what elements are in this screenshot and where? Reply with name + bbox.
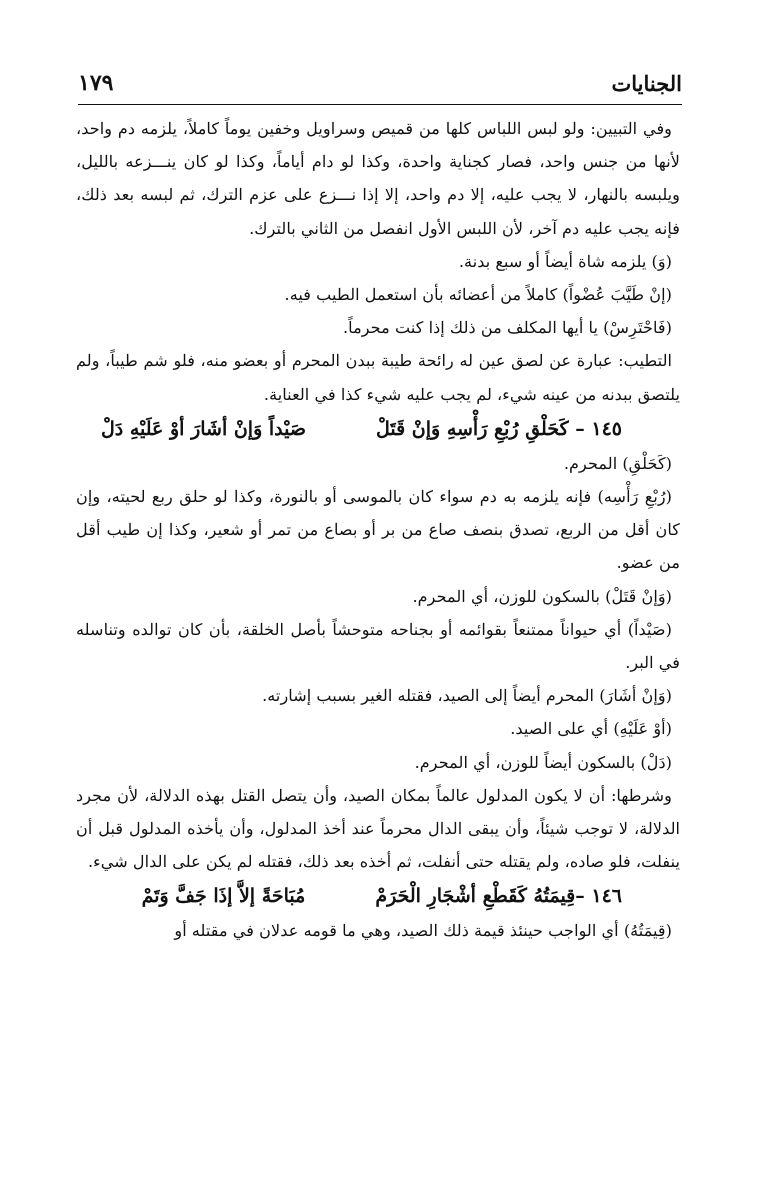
chapter-title: الجنايات bbox=[611, 71, 682, 96]
verse-hemistich-first: ١٤٥ – كَحَلْقِ رُبْعِ رَأْسِهِ وَإنْ قَتَلْ bbox=[375, 417, 622, 440]
paragraph: (صَيْداً) أي حيواناً ممتنعاً بقوائمه أو بجناحه متوحشاً بأصل الخلقة، بأن كان توالده وتناسله في البر. bbox=[76, 619, 680, 673]
verse-hemistich-first: ١٤٦ –قِيمَتُهُ كَقَطْعِ أشْجَارِ الْحَرَمْ bbox=[375, 885, 622, 908]
paragraph: (فَاحْتَرِسْ) يا أيها المكلف من ذلك إذا كنت محرماً. bbox=[343, 318, 672, 338]
page-header bbox=[78, 62, 682, 96]
verse-hemistich-second: مُبَاحَةً إلاَّ إذَا جَفَّ وَتَمْ bbox=[141, 885, 306, 908]
header-rule bbox=[78, 104, 682, 105]
verse-hemistich-second: صَيْداً وَإنْ أشَارَ أوْ عَلَيْهِ دَلْ bbox=[100, 417, 306, 440]
paragraph: التطيب: عبارة عن لصق عين له رائحة طيبة ببدن المحرم أو بعضو منه، فلو شم طيباً، ولم يلتصق ببدنه من عينه شيء، لم يجب عليه شيء كذا في العناية. bbox=[76, 351, 680, 404]
paragraph: (وَ) يلزمه شاة أيضاً أو سبع بدنة. bbox=[458, 251, 672, 271]
page-number: ١٧٩ bbox=[78, 70, 114, 96]
paragraph: وفي التبيين: ولو لبس اللباس كلها من قميص وسراويل وخفين يوماً كاملاً، يلزمه دم واحد، لأنها من جنس واحد، فصار كجناية واحدة، وكذا لو دام أياماً، وكذا لو كان ينـــزعه بالليل، ويلبسه بالنهار، لا يجب عليه، إلا دم واحد، إلا إذا نـــزع على عزم الترك، ثم لبسه بعد ذلك، فإنه يجب عليه دم آخر، لأن اللبس الأول انفصل من الثاني بالترك. bbox=[76, 119, 680, 238]
paragraph: (رُبْعِ رَأْسِه) فإنه يلزمه به دم سواء كان بالموسى أو بالنورة، وكذا لو حلق ربع لحيته، وإن كان أقل من الربع، تصدق بنصف صاع من بر أو بصاع من تمر أو شعير، وكذا إن طيب أقل من عضو. bbox=[76, 487, 680, 573]
page-body bbox=[76, 112, 680, 948]
paragraph: (وَإنْ قَتَلْ) بالسكون للوزن، أي المحرم. bbox=[412, 586, 672, 606]
paragraph: (كَحَلْقِ) المحرم. bbox=[563, 453, 672, 473]
paragraph: (دَلْ) بالسكون أيضاً للوزن، أي المحرم. bbox=[414, 752, 672, 772]
paragraph: (إنْ طَيَّبَ عُضْواً) كاملاً من أعضائه بأن استعمل الطيب فيه. bbox=[284, 285, 672, 305]
paragraph: (أوْ عَلَيْهِ) أي على الصيد. bbox=[510, 719, 672, 739]
verse-145 bbox=[76, 411, 680, 447]
verse-146 bbox=[76, 878, 680, 914]
paragraph: وشرطها: أن لا يكون المدلول عالماً بمكان الصيد، وأن يتصل القتل بهذه الدلالة، لأن مجرد الدلالة، لا توجب شيئاً، وأن يبقى الدال محرماً عند أخذ المدلول، وأن يأخذه المدلول قبل أن ينفلت، فلو صاده، ولم يقتله حتى أنفلت، ثم أخذه بعد ذلك، فقتله لم يكن على الدال شيء. bbox=[76, 785, 680, 872]
paragraph: (قِيمَتُهُ) أي الواجب حينئذ قيمة ذلك الصيد، وهي ما قومه عدلان في مقتله أو bbox=[174, 921, 672, 941]
paragraph: (وَإنْ أشَارَ) المحرم أيضاً إلى الصيد، فقتله الغير بسبب إشارته. bbox=[262, 686, 672, 706]
